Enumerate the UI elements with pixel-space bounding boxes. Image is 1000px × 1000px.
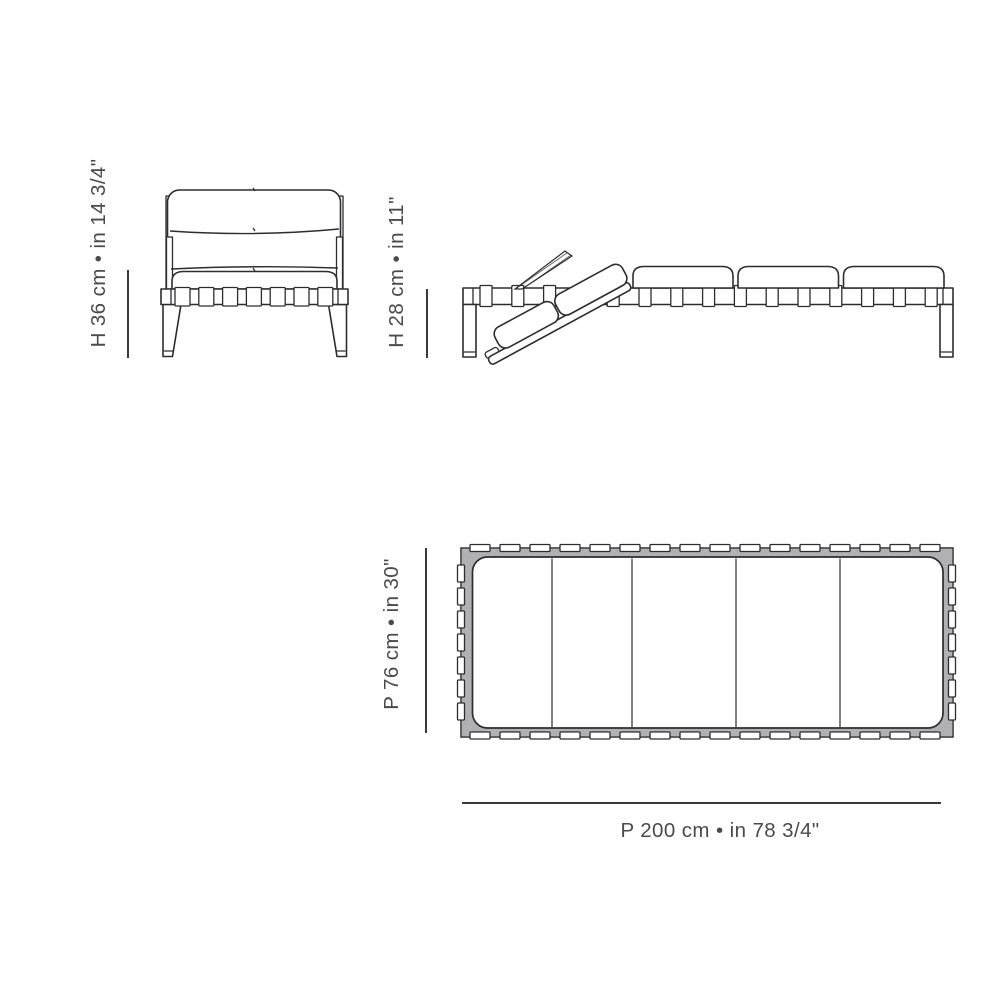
webbing-strap xyxy=(175,288,190,307)
side-cushion-2 xyxy=(738,267,839,289)
webbing-strap xyxy=(458,680,465,697)
top-view-drawing xyxy=(458,545,956,740)
webbing-strap xyxy=(890,732,910,739)
webbing-strap xyxy=(830,732,850,739)
webbing-strap xyxy=(710,545,730,552)
dimension-label-side-height: H 28 cm • in 11" xyxy=(385,196,408,348)
dimension-label-top-depth: P 76 cm • in 30" xyxy=(380,558,403,710)
webbing-strap xyxy=(949,588,956,605)
side-left-leg xyxy=(463,305,476,358)
webbing-strap xyxy=(860,732,880,739)
top-webbing-dashes-left xyxy=(458,565,465,720)
webbing-strap xyxy=(740,545,760,552)
webbing-strap xyxy=(318,288,333,307)
webbing-strap xyxy=(650,545,670,552)
webbing-strap xyxy=(890,545,910,552)
webbing-strap xyxy=(199,288,214,307)
side-right-leg xyxy=(940,305,953,358)
webbing-strap xyxy=(480,286,492,307)
webbing-strap xyxy=(800,545,820,552)
webbing-strap xyxy=(458,588,465,605)
webbing-strap xyxy=(620,545,640,552)
webbing-strap xyxy=(590,545,610,552)
side-cushion-1 xyxy=(633,267,733,289)
front-left-leg xyxy=(163,305,181,357)
webbing-strap xyxy=(650,732,670,739)
webbing-strap xyxy=(560,732,580,739)
webbing-strap xyxy=(294,288,309,307)
dimension-label-front-height: H 36 cm • in 14 3/4" xyxy=(87,158,110,348)
raised-backrest xyxy=(476,261,633,365)
webbing-strap xyxy=(680,732,700,739)
webbing-strap xyxy=(470,545,490,552)
front-seat-cushion xyxy=(172,272,337,290)
webbing-strap xyxy=(770,732,790,739)
webbing-strap xyxy=(949,703,956,720)
webbing-strap xyxy=(740,732,760,739)
top-mattress-cushion xyxy=(473,557,944,728)
webbing-strap xyxy=(860,545,880,552)
webbing-strap xyxy=(949,565,956,582)
front-webbing-straps xyxy=(175,288,333,307)
webbing-strap xyxy=(949,657,956,674)
webbing-strap xyxy=(830,545,850,552)
webbing-strap xyxy=(458,657,465,674)
webbing-strap xyxy=(223,288,238,307)
side-cushion-3 xyxy=(844,267,945,289)
webbing-strap xyxy=(270,288,285,307)
webbing-strap xyxy=(500,545,520,552)
webbing-strap xyxy=(458,703,465,720)
backrest-ratchet-strut xyxy=(515,251,572,289)
side-view-drawing xyxy=(463,251,953,366)
front-right-leg xyxy=(329,305,347,357)
webbing-strap xyxy=(800,732,820,739)
webbing-strap xyxy=(458,565,465,582)
dimension-label-top-length: P 200 cm • in 78 3/4" xyxy=(620,819,820,842)
webbing-strap xyxy=(949,634,956,651)
webbing-strap xyxy=(949,611,956,628)
webbing-strap xyxy=(620,732,640,739)
webbing-strap xyxy=(530,732,550,739)
webbing-strap xyxy=(920,545,940,552)
webbing-strap xyxy=(458,611,465,628)
webbing-strap xyxy=(770,545,790,552)
webbing-strap xyxy=(590,732,610,739)
webbing-strap xyxy=(458,634,465,651)
webbing-strap xyxy=(530,545,550,552)
webbing-strap xyxy=(949,680,956,697)
webbing-strap xyxy=(920,732,940,739)
webbing-strap xyxy=(246,288,261,307)
top-webbing-dashes-right xyxy=(949,565,956,720)
webbing-strap xyxy=(560,545,580,552)
webbing-strap xyxy=(470,732,490,739)
front-view-drawing xyxy=(161,188,348,357)
webbing-strap xyxy=(500,732,520,739)
webbing-strap xyxy=(710,732,730,739)
webbing-strap xyxy=(680,545,700,552)
